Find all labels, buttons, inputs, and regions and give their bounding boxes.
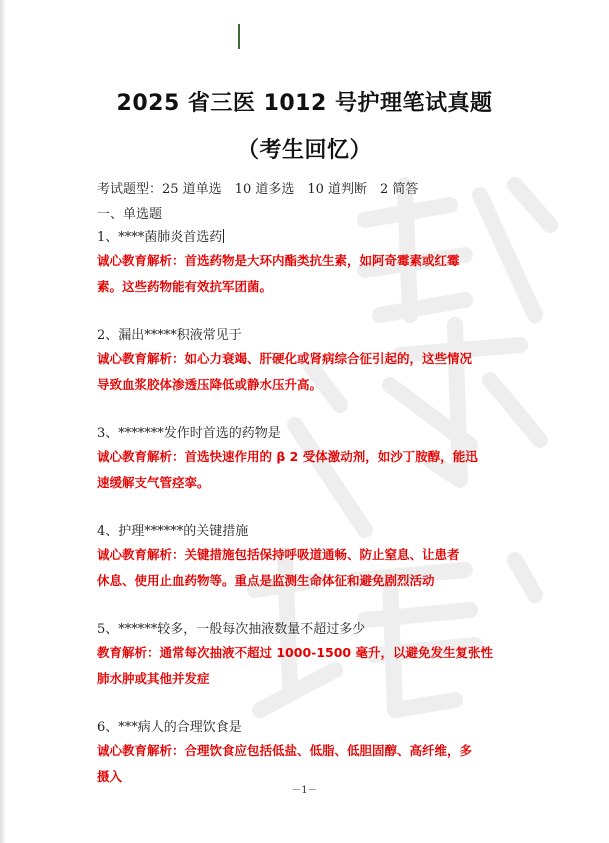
question-block bbox=[97, 522, 527, 594]
answer-line: 摄入 bbox=[97, 769, 123, 784]
question-block bbox=[97, 326, 527, 398]
question-text: 5、******较多，一般每次抽液数量不超过多少 bbox=[97, 622, 366, 637]
page-edge-shadow bbox=[0, 0, 6, 843]
question-text: 4、护理******的关键措施 bbox=[97, 524, 249, 539]
question-text: 2、漏出*****积液常见于 bbox=[97, 328, 242, 343]
answer-line: 诚心教育解析：首选快速作用的 β 2 受体激动剂，如沙丁胺醇，能迅 bbox=[97, 449, 478, 464]
question-text: 6、***病人的合理饮食是 bbox=[97, 720, 242, 735]
answer-line: 诚心教育解析：合理饮食应包括低盐、低脂、低胆固醇、高纤维，多 bbox=[97, 743, 473, 758]
section-heading: 一、单选题 bbox=[97, 207, 163, 222]
answer-line: 教育解析：通常每次抽液不超过 1000-1500 毫升，以避免发生复张性 bbox=[97, 645, 493, 660]
text-cursor-mark bbox=[238, 24, 240, 49]
question-block bbox=[97, 620, 527, 692]
answer-line: 诚心教育解析：关键措施包括保持呼吸道通畅、防止窒息、让患者 bbox=[97, 547, 460, 562]
text-caret bbox=[223, 229, 224, 243]
exam-types-line: 考试题型：25 道单选 10 道多选 10 道判断 2 简答 bbox=[97, 182, 419, 197]
answer-line: 诚心教育解析：首选药物是大环内酯类抗生素，如阿奇霉素或红霉 bbox=[97, 253, 460, 268]
answer-line: 素。这些药物能有效抗军团菌。 bbox=[97, 279, 273, 294]
document-title: 2025 省三医 1012 号护理笔试真题 bbox=[116, 91, 493, 116]
answer-line: 诚心教育解析：如心力衰竭、肝硬化或肾病综合征引起的，这些情况 bbox=[97, 351, 473, 366]
answer-line: 导致血浆胶体渗透压降低或静水压升高。 bbox=[97, 377, 323, 392]
answer-line: 肺水肿或其他并发症 bbox=[97, 671, 210, 686]
page-number: －1－ bbox=[291, 785, 318, 796]
answer-line: 速缓解支气管痉挛。 bbox=[97, 475, 210, 490]
question-text: 1、****菌肺炎首选药 bbox=[97, 230, 223, 245]
question-block bbox=[97, 718, 527, 790]
question-block bbox=[97, 228, 527, 300]
question-block bbox=[97, 424, 527, 496]
question-text: 3、*******发作时首选的药物是 bbox=[97, 426, 281, 441]
document-body bbox=[97, 180, 527, 790]
document-subtitle: （考生回忆） bbox=[236, 138, 372, 163]
answer-line: 休息、使用止血药物等。重点是监测生命体征和避免剧烈活动 bbox=[97, 573, 435, 588]
